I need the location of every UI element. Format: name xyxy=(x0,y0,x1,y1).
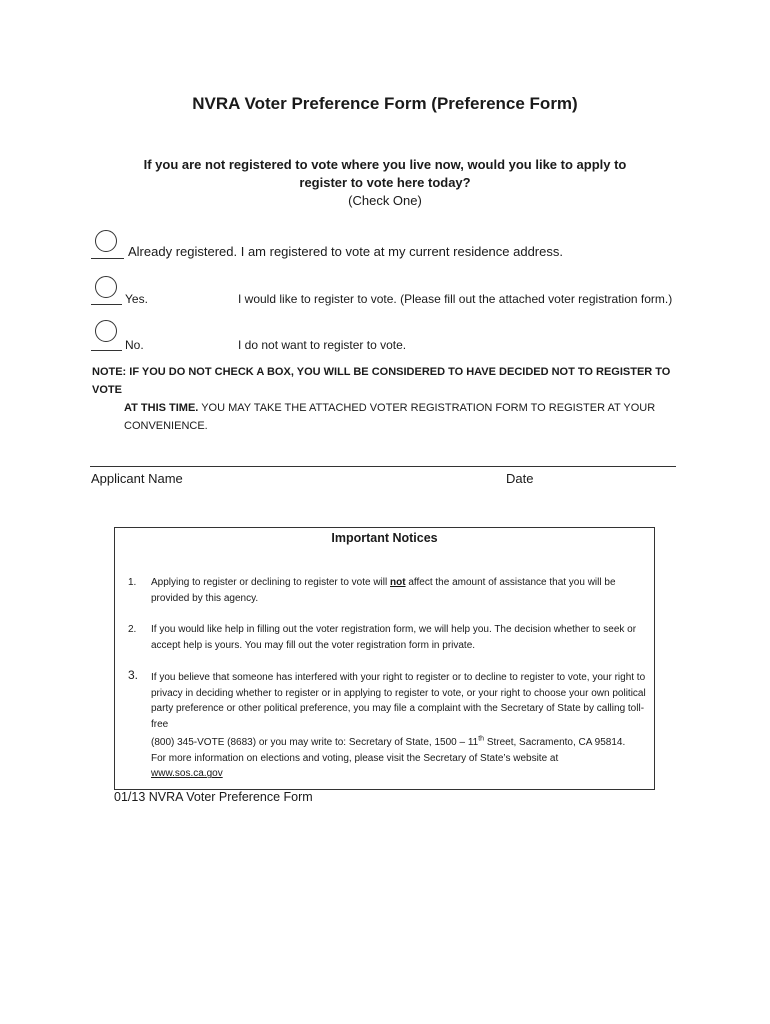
notice-1-text-pre: Applying to register or declining to register to vote will xyxy=(151,577,391,588)
note-paragraph xyxy=(92,363,682,435)
notice-3-address-pre: (800) 345-VOTE (8683) or you may write to: Secretary of State, 1500 – 11 xyxy=(151,737,479,749)
note-rest-line-2: YOU MAY TAKE THE ATTACHED VOTER REGISTRATION FORM TO REGISTER AT YOUR xyxy=(201,402,656,414)
option-no-label: No. xyxy=(125,338,144,352)
question-line-2: register to vote here today? xyxy=(299,175,471,190)
note-bold-line-1: NOTE: IF YOU DO NOT CHECK A BOX, YOU WILL BE CONSIDERED TO HAVE DECIDED NOT TO REGISTER TO VOTE xyxy=(92,366,671,396)
notice-1-text-post: affect the amount of assistance that you will be provided by this agency. xyxy=(151,577,616,604)
notice-3-address-post: Street, Sacramento, CA 95814. xyxy=(484,737,626,749)
footer-form-id: 01/13 NVRA Voter Preference Form xyxy=(114,790,313,804)
date-label: Date xyxy=(506,471,534,486)
blank-line-already-registered xyxy=(91,258,124,259)
radio-yes[interactable] xyxy=(95,276,117,298)
option-yes-description: I would like to register to vote. (Please fill out the attached voter registration form.) xyxy=(238,292,673,306)
notice-1-emphasis: not xyxy=(390,577,406,588)
notice-1-text xyxy=(151,575,646,606)
signature-line[interactable] xyxy=(90,466,676,467)
applicant-name-label: Applicant Name xyxy=(91,471,183,486)
blank-line-no xyxy=(91,350,122,351)
note-line-2 xyxy=(92,399,682,417)
notice-3-text xyxy=(151,670,646,782)
note-line-3: CONVENIENCE. xyxy=(124,420,208,432)
notice-3-number: 3. xyxy=(128,668,139,682)
option-already-registered-label: Already registered. I am registered to vote at my current residence address. xyxy=(128,244,563,259)
notice-1-number: 1. xyxy=(128,577,137,588)
notice-3-more-info: For more information on elections and voting, please visit the Secretary of State’s website at xyxy=(151,752,559,764)
option-no-description: I do not want to register to vote. xyxy=(238,338,407,352)
check-one-instruction: (Check One) xyxy=(348,193,422,208)
form-title: NVRA Voter Preference Form (Preference Form) xyxy=(192,94,578,113)
option-yes-label: Yes. xyxy=(125,292,148,306)
notice-3-address-sup: th xyxy=(478,736,485,743)
question-line-1: If you are not registered to vote where you live now, would you like to apply to xyxy=(143,157,627,172)
radio-already-registered[interactable] xyxy=(95,230,117,252)
note-bold-line-2: AT THIS TIME. xyxy=(124,402,199,414)
notice-3-address xyxy=(151,737,625,748)
notice-2-text: If you would like help in filling out the voter registration form, we will help you. The decision whether to seek or accept help is yours. You may fill out the voter registration form in private. xyxy=(151,624,637,651)
notice-2-number: 2. xyxy=(128,624,137,635)
sos-website-link[interactable]: www.sos.ca.gov xyxy=(151,768,223,780)
important-notices-heading: Important Notices xyxy=(331,531,438,545)
radio-no[interactable] xyxy=(95,320,117,342)
blank-line-yes xyxy=(91,304,122,305)
notice-3-body: If you believe that someone has interfered with your right to register or to decline to register to vote, your right to privacy in deciding whether to register or in applying to register to vote, or your right to choose your own political party preference or other political preference, you may file a complaint with the Secretary of State by calling toll-free xyxy=(151,672,646,730)
